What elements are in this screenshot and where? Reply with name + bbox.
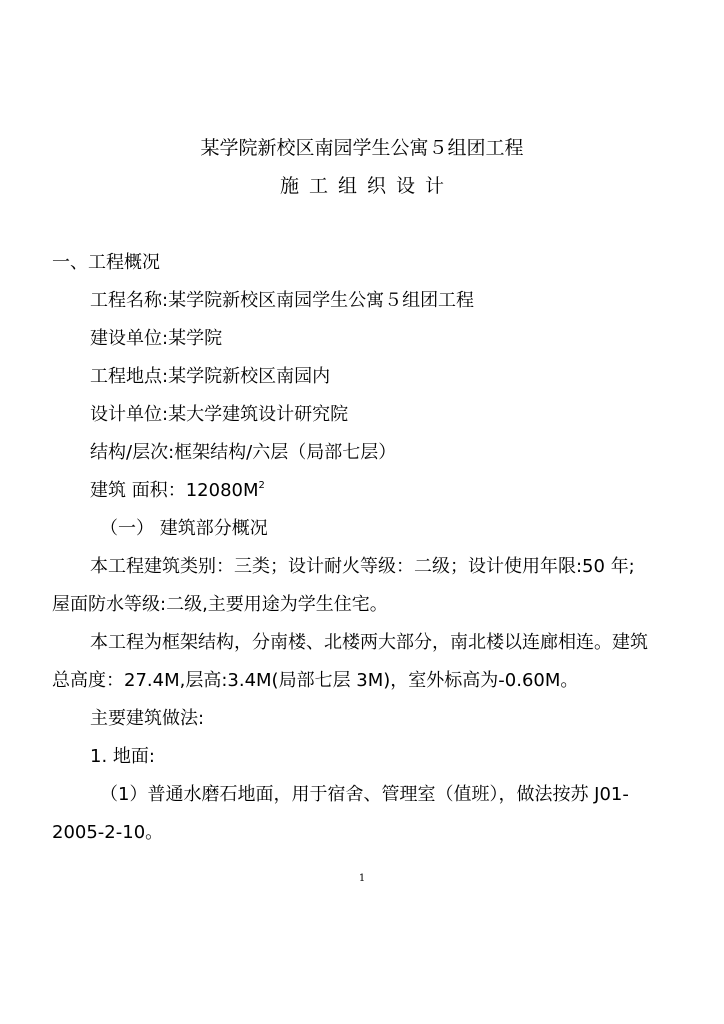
paragraph-2-line-2: 总高度：27.4M,层高:3.4M(局部七层 3M)，室外标高为-0.60M。 (52, 670, 579, 691)
section-heading-overview: 一、工程概况 (52, 252, 160, 273)
subsection-heading-architecture: （一） 建筑部分概况 (100, 518, 268, 539)
building-area-label: 建筑 面积： (90, 480, 186, 501)
paragraph-2-line-1: 本工程为框架结构，分南楼、北楼两大部分，南北楼以连廊相连。建筑 (90, 632, 648, 653)
paragraph-1-line-1: 本工程建筑类别：三类；设计耐火等级：二级；设计使用年限:50 年; (90, 556, 635, 577)
floor-heading: 1. 地面: (90, 746, 155, 767)
building-area-value: 12080M (185, 480, 259, 501)
paragraph-1-line-2: 屋面防水等级:二级,主要用途为学生住宅。 (52, 594, 388, 615)
project-name: 工程名称:某学院新校区南园学生公寓５组团工程 (90, 290, 475, 311)
building-area (90, 479, 724, 503)
page-number: 1 (358, 873, 366, 884)
project-location: 工程地点:某学院新校区南园内 (90, 366, 331, 387)
document-title: 某学院新校区南园学生公寓５组团工程 (200, 137, 524, 159)
structure-floors: 结构/层次:框架结构/六层（局部七层） (90, 442, 397, 463)
design-unit: 设计单位:某大学建筑设计研究院 (90, 404, 349, 425)
floor-item-1-line-2: 2005-2-10。 (52, 822, 164, 843)
building-area-exponent: 2 (258, 480, 265, 491)
main-practices-heading: 主要建筑做法: (90, 708, 205, 729)
client: 建设单位:某学院 (90, 328, 223, 349)
document-subtitle: 施工组织设计 (279, 175, 454, 197)
floor-item-1-line-1: （1）普通水磨石地面，用于宿舍、管理室（值班），做法按苏 J01- (100, 784, 629, 805)
